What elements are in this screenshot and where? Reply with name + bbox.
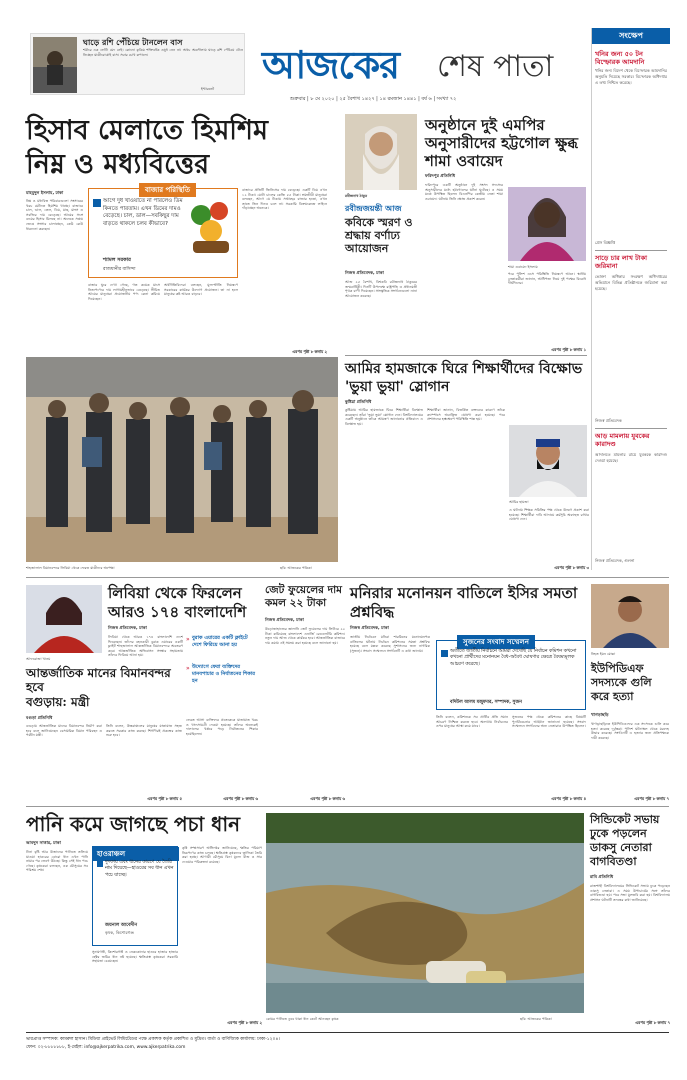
lead-text-col: বাজার ঘুরে দেখা গেছে, গত কয়েক মাসে নিত্যপণ্যের দাম লাগামহীনভাবে বেড়েছে। সীমিত আয়ের মানুষেরা প্রয়োজনীয় পণ্য কেনা কমিয়ে দিয়েছেন। <box>88 283 160 301</box>
paddy-box-quote: দুদফায় এবং ধানের কারণে যে তৈরি নাম দিয়েছে—হাওরের সব ধান এখন পচে যাচ্ছে। <box>105 860 174 878</box>
lead-photo-credit: ছবি: আজকের পত্রিকা <box>280 566 312 570</box>
market-box-title: বাজার পরিস্থিতি <box>139 183 196 197</box>
paddy-headline[interactable]: পানি কমে জাগছে পচা ধান <box>26 812 241 836</box>
minister-photo <box>26 585 102 653</box>
monira-continue[interactable]: এরপর পৃষ্ঠা ৮ কলাম ৪ <box>551 796 586 801</box>
teaser-credit: ইন্টারনেট <box>201 87 215 91</box>
market-box-author: শ্যামল সরকার <box>103 257 131 263</box>
lead-headline-1[interactable]: হিসাব মেলাতে হিমশিম <box>26 115 268 146</box>
market-box-role: রাজধানীর বাসিন্দা <box>103 267 136 272</box>
paddy-byline: আবদুস সাত্তার, ঢাকা <box>26 840 61 845</box>
hamza-byline: কুষ্টিয়া প্রতিনিধি <box>345 399 372 404</box>
lead-photo <box>26 357 338 562</box>
minister-text: বগুড়ায় আন্তর্জাতিক মানের বিমানবন্দর নির্মাণ করা হবে বলে জানিয়েছেন বেসামরিক বিমান পরিবহন ও পর্যটন মন্ত্রী। <box>26 724 102 738</box>
monira-box-quote: অতীতে জাতীয় নির্বাচনে আমরা দেখেছি যে নির্বাচন কমিশন কখনো কখনো প্রার্থীদের মনোনয়ন বৈধ-অবৈধ ঘোষণার ক্ষেত্রে বৈষম্যমূলক আচরণ করেছে। <box>450 649 577 667</box>
hamza-photo-caption: আমির হামজা <box>509 500 529 504</box>
syndicate-continue[interactable]: এরপর পৃষ্ঠা ৮ কলাম ৭ <box>635 1020 670 1025</box>
bullet-icon: » <box>186 636 190 643</box>
sidebar <box>591 28 669 570</box>
libya-headline[interactable]: লিবিয়া থেকে ফিরলেন আরও ১৭৪ বাংলাদেশি <box>108 584 247 621</box>
lead-text-col: বাজারে প্রতিটি জিনিসের দাম বেড়েছে। একটি ডিম এখন ১২ টাকা। মোটা চালের কেজি ৫৫ টাকা। শ্রমজীবী মানুষেরা বলছেন, আগে যে টাকায় সপ্তাহের বাজার হতো, এখন তাতে তিন দিনও চলে না। সরকারি বিক্রয়কেন্দ্রে লাইনে দাঁড়াচ্ছেন অনেকে। <box>242 188 327 211</box>
footer-contact: ফোন: ০২-৮৮৮৮৮৮৮, ই-মেইল: info@ajkerpatrika.com, www.ajkerpatrika.com <box>26 1045 186 1050</box>
libya-byline: নিজস্ব প্রতিবেদক, ঢাকা <box>108 625 147 630</box>
mp-photo <box>508 187 586 261</box>
teaser-photo <box>33 37 77 93</box>
jet-continue[interactable]: এরপর পৃষ্ঠা ৮ কলাম ৬ <box>310 796 345 801</box>
minister-headline-2[interactable]: বগুড়ায়: মন্ত্রী <box>26 695 90 709</box>
sidebar-item-title[interactable]: খনির জন্য ৫০ টন বিস্ফোরক আমদানি <box>595 50 645 66</box>
up-continue[interactable]: এরপর পৃষ্ঠা ৮ কলাম ৭ <box>634 796 669 801</box>
monira-headline[interactable]: মনিরার মনোনয়ন বাতিলে ইসির সমতা প্রশ্নবিদ্ধ <box>350 584 578 621</box>
logo-main: আজকের <box>262 43 400 87</box>
libya-bullet-2: উদ্যোগে ফেরা ব্যক্তিদের মানবপাচার ও নির্যাতনের শিকার হন <box>192 664 255 684</box>
monira-box-author: বদিউল আলম মজুমদার, সম্পাদক, সুজন <box>450 700 522 705</box>
sidebar-item-text: আদালতে মামলার রায়ে যুবককে কারাদণ্ড দেওয়া হয়েছে। <box>595 452 667 463</box>
section-divider <box>26 806 669 807</box>
tagore-subhead: রবীন্দ্রজয়ন্তী আজ <box>345 204 402 213</box>
jet-byline: নিজস্ব প্রতিবেদক, ঢাকা <box>265 617 304 622</box>
quote-icon <box>93 199 101 207</box>
mp-photo-caption: শামা ওবায়েদ ইসলাম <box>508 265 538 269</box>
sidebar-item-source: প্রেস বিজ্ঞপ্তি <box>595 240 616 245</box>
logo-sub: শেষ পাতা <box>437 49 554 84</box>
mp-byline: ফরিদপুর প্রতিনিধি <box>425 173 456 178</box>
lead-continue[interactable]: এরপর পৃষ্ঠা ৮ কলাম ২ <box>292 349 327 354</box>
sidebar-header: সংক্ষেপ <box>592 28 670 44</box>
lead-byline: মাহমুদুল ইসলাম, ঢাকা <box>26 190 64 195</box>
footer-text: ভারপ্রাপ্ত সম্পাদক: কামরুল হাসান। মিডিয়া প্রাইভেট লিমিটেডের পক্ষে প্রকাশক কর্তৃক প্রকাশিত ও মুদ্রিত। বার্তা ও বাণিজ্যিক কার্যালয়: ঢাকা-১২০৪। <box>26 1037 280 1042</box>
syndicate-headline[interactable]: সিন্ডিকেট সভায় ঢুকে পড়লেন ডাকসু নেতারা বাগবিতণ্ডা <box>590 813 660 868</box>
paddy-box-title: হাওরাঞ্চল <box>93 847 179 861</box>
mp-text: পরে পুলিশ এসে পরিস্থিতি নিয়ন্ত্রণে আনে। স্থানীয় নেতাকর্মীরা জানান, আধিপত্য নিয়ে দুই পক্ষের বিরোধ দীর্ঘদিনের। <box>508 272 586 286</box>
monira-text: তিনি বলেন, কমিশনকে সব প্রার্থীর প্রতি সমান আচরণ নিশ্চিত করতে হবে। অন্যথায় নির্বাচনের ওপর মানুষের আস্থা কমে যাবে। <box>436 715 508 729</box>
monira-box <box>436 640 586 710</box>
tagore-headline[interactable]: কবিকে স্মরণ ও শ্রদ্ধায় বর্ণাঢ্য আয়োজন <box>345 216 413 255</box>
minister-continue[interactable]: এরপর পৃষ্ঠা ৮ কলাম ৫ <box>147 796 182 801</box>
mp-headline[interactable]: অনুষ্ঠানে দুই এমপির অনুসারীদের হট্টগোল ক্ষুব্ধ শামা ওবায়েদ <box>425 116 578 170</box>
syndicate-byline: রাবি প্রতিনিধি <box>590 874 614 879</box>
up-byline: খাগড়াছড়ি <box>591 712 609 717</box>
hamza-headline[interactable]: আমির হামজাকে ঘিরে শিক্ষার্থীদের বিক্ষোভ 'ভুয়া ভুয়া' স্লোগান <box>345 361 583 395</box>
monira-text: জাতীয় নির্বাচনে মনিরা শারমিনের মনোনয়নপত্র বাতিলের ঘটনায় নির্বাচন কমিশনের সমতা প্রশ্নবিদ্ধ হয়েছে বলে মন্তব্য করেছে সুশাসনের জন্য নাগরিক (সুজন)। সংবাদ সম্মেলনে সংগঠনটি এ কথা জানায়। <box>350 635 430 653</box>
monira-text: সুজনের পক্ষ থেকে কমিশনের কাছে বিষয়টি পুনর্বিবেচনার আহ্বান জানানো হয়েছে। সংবাদ সম্মেলনে সংগঠনের অন্য নেতারাও উপস্থিত ছিলেন। <box>512 715 586 729</box>
sidebar-item-title[interactable]: আড় মামলায় যুবকের কারাদণ্ড <box>595 432 650 448</box>
libya-bullet-1: বুরাক এয়ারের একটি ফ্লাইটে দেশে ফিরিয়ে আনা হয় <box>192 635 248 648</box>
up-photo-caption: নিহত ইমন মোল্লা <box>591 652 616 656</box>
sidebar-item-source: নিজস্ব প্রতিবেদক, গুলনা <box>595 558 635 563</box>
tagore-byline: নিজস্ব প্রতিবেদক, ঢাকা <box>345 270 384 275</box>
paddy-caption: কোমর পানিতে ডুবে থাকা ধান কেটে আনছেন কৃষক <box>266 1017 339 1021</box>
jet-text: উড়োজাহাজের জ্বালানি জেট ফুয়েলের দাম লিটারে ২২ টাকা কমিয়েছে বাংলাদেশ এনার্জি রেগুলেটরি কমিশন। নতুন দাম আজ থেকে কার্যকর হবে। আন্তর্জাতিক বাজারে দাম কমায় এই সমন্বয় করা হয়েছে বলে জানানো হয়। <box>265 627 345 645</box>
paddy-photo <box>266 813 584 1013</box>
dateline: শুক্রবার | ৮ মে ২০২০ | ২৫ বৈশাখ ১৪২৭ | ১৪ রমজান ১৪৪১ | বর্ষ ৬ | সংখ্যা ৭২ <box>290 96 457 102</box>
mp-continue[interactable]: এরপর পৃষ্ঠা ৮ কলাম ১ <box>551 347 586 352</box>
teaser-box[interactable] <box>30 33 245 95</box>
market-box-quote: আগে দুধ খাওয়াতে না পারলেও ডিম কিনতে পারতাম। এখন ডিমের দামও বেড়েছে। চাল, ডাল—সবকিছুর দাম বাড়তে থাকলে চলব কীভাবে? <box>103 198 183 227</box>
hamza-text: কুষ্টিয়ায় আমির হামজাকে ঘিরে শিক্ষার্থীরা বিক্ষোভ করেছেন। তাঁরা 'ভুয়া ভুয়া' স্লোগান দেন। বিশ্ববিদ্যালয়ের একটি অনুষ্ঠানে তাঁকে আমন্ত্রণ জানানোর প্রতিবাদে এ বিক্ষোভ হয়। <box>345 408 423 426</box>
section-divider <box>26 577 669 578</box>
sidebar-item-text: ভোক্তা অধিকার সংরক্ষণ অধিদপ্তরের অভিযানে বিভিন্ন প্রতিষ্ঠানকে জরিমানা করা হয়েছে। <box>595 274 667 291</box>
sidebar-divider <box>595 428 667 429</box>
teaser-title: ঘাড়ে রশি পেঁচিয়ে টানলেন বাস <box>83 38 183 47</box>
lead-text-col: অর্থনীতিবিদেরা বলছেন, মূল্যস্ফীতি নিয়ন্ত্রণে সরকারের কার্যকর উদ্যোগ প্রয়োজন। তা না হলে মানুষের কষ্ট আরও বাড়বে। <box>164 283 238 297</box>
quote-icon <box>97 861 103 867</box>
bullet-icon: » <box>186 665 190 672</box>
minister-text: তিনি বলেন, উত্তরাঞ্চলের মানুষের যাতায়াত সহজ করতে সরকার কাজ করছে। শিগগিরই প্রকল্পের কাজ শুরু হবে। <box>106 724 182 738</box>
libya-bullets <box>186 635 258 715</box>
vegetables-image <box>187 197 235 257</box>
monira-byline: নিজস্ব প্রতিবেদক, ঢাকা <box>350 625 389 630</box>
tagore-text: আজ ২৫ বৈশাখ, বিশ্বকবি রবীন্দ্রনাথ ঠাকুরের জন্মবার্ষিকী। দিনটি উপলক্ষে রাষ্ট্রপতি ও প্রধানমন্ত্রী পৃথক বাণী দিয়েছেন। সাংস্কৃতিক সংগঠনগুলো নানা আয়োজন করেছে। <box>345 280 417 298</box>
paddy-text: কৃষি সম্প্রসারণ অধিদপ্তর জানিয়েছে, ক্ষতির পরিমাণ নিরূপণের কাজ চলছে। ক্ষতিগ্রস্ত কৃষকদের তালিকা তৈরি করা হচ্ছে। আগামী মৌসুমে বিনা মূল্যে বীজ ও সার দেওয়ার পরিকল্পনা রয়েছে। <box>182 846 262 864</box>
market-box <box>88 188 238 278</box>
tagore-portrait <box>345 114 417 190</box>
jet-headline[interactable]: জেট ফুয়েলের দাম কমল ২২ টাকা <box>265 584 342 609</box>
up-headline[interactable]: ইউপিডিএফ সদস্যকে গুলি করে হত্যা <box>591 662 652 703</box>
tagore-kicker: রবীন্দ্রনাথ ঠাকুর <box>345 194 368 198</box>
sidebar-divider <box>595 250 667 251</box>
paddy-photo-credit: ছবি: আজকের পত্রিকা <box>520 1017 552 1021</box>
paddy-box <box>92 846 178 946</box>
sidebar-item-title[interactable]: সাড়ে চার লাখ টাকা জরিমানা <box>595 254 648 270</box>
lead-headline-2[interactable]: নিম্ন ও মধ্যবিত্তের <box>26 149 210 180</box>
minister-byline: বগুড়া প্রতিনিধি <box>26 715 53 720</box>
up-photo <box>591 584 669 648</box>
hamza-text: এ ঘটনায় শিক্ষক সমিতির পক্ষ থেকে উদ্বেগ প্রকাশ করা হয়েছে। শিক্ষার্থীরা দাবি আদায়ে কর্মসূচি অব্যাহত রাখার ঘোষণা দেন। <box>509 508 589 522</box>
libya-continue[interactable]: এরপর পৃষ্ঠা ৮ কলাম ৬ <box>223 796 258 801</box>
paddy-box-author: জয়নাল আবেদীন <box>105 923 138 928</box>
minister-headline[interactable]: আন্তর্জাতিক মানের বিমানবন্দর হবে <box>26 666 171 694</box>
quote-icon <box>441 650 448 657</box>
hamza-photo <box>509 425 587 497</box>
mp-text: ফরিদপুরে একটি অনুষ্ঠানে দুই সংসদ সদস্যের অনুসারীদের মধ্যে হট্টগোলের ঘটনা ঘটেছে। এ সময় মঞ্চে উপস্থিত ছিলেন বিএনপির কেন্দ্রীয় নেতা শামা ওবায়েদ। ঘটনায় তিনি ক্ষোভ প্রকাশ করেন। <box>425 183 503 201</box>
paddy-text: টানা বৃষ্টি আর উজানের পানিতে তলিয়ে যাওয়া হাওরের বোরো ধান এখন পানি নামার পর জেগে উঠছে। কিন্তু সেই ধান পচে গেছে। কৃষকেরা বলছেন, এক মৌসুমের সব পরিশ্রম শেষ। <box>26 850 88 873</box>
monira-box-title: সুজনের সংবাদ সম্মেলন <box>457 635 535 649</box>
libya-text: ফেরত আসা ব্যক্তিদের প্রত্যেককে যাতায়াত খরচ ও খাদ্যসামগ্রী দেওয়া হয়েছে। তাঁদের অনেকেই দালালের খপ্পরে পড়ে নির্যাতনের শিকার হয়েছিলেন। <box>186 718 258 736</box>
syndicate-text: রাজশাহী বিশ্ববিদ্যালয়ের সিন্ডিকেট সভায় ঢুকে পড়েছেন ডাকসু নেতারা। এ সময় উপাচার্যের সঙ্গে তাঁদের বাগবিতণ্ডা হয়। পরে সভা মুলতবি করা হয়। বিশ্ববিদ্যালয় প্রশাসন ঘটনাটি তদন্তের কথা জানিয়েছে। <box>590 884 670 902</box>
lead-caption: শাহজালাল বিমানবন্দরে লিবিয়া থেকে ফেরত যাত্রীদের অপেক্ষা <box>26 566 115 570</box>
up-text: খাগড়াছড়িতে ইউপিডিএফের এক সদস্যকে গুলি করে হত্যা করেছে দুর্বৃত্তরা। পুলিশ ঘটনাস্থল থেকে মরদেহ উদ্ধার করেছে। সংগঠনটি এ হত্যার জন্য প্রতিপক্ষকে দায়ী করেছে। <box>591 722 669 740</box>
paddy-text: সুনামগঞ্জ, কিশোরগঞ্জ ও নেত্রকোনার হাওরে হাজার হাজার হেক্টর জমির ধান নষ্ট হয়েছে। ক্ষতিগ্রস্ত কৃষকেরা সরকারি সহায়তা চেয়েছেন। <box>92 950 178 964</box>
masthead-logo[interactable] <box>262 36 572 90</box>
lead-text-col: নিম্ন ও মধ্যবিত্ত পরিবারগুলো সংসারের খরচ মেটাতে হিমশিম খাচ্ছে। বাজারে চাল, ডাল, তেল, ডিম, মাছ, মাংস ও সবজির দাম বেড়েছে। আয়ের সঙ্গে ব্যয়ের হিসাব মিলছে না। অনেকে সঞ্চয় ভেঙে সংসার চালাচ্ছেন, কেউ কেউ ধারদেনা করছেন। <box>26 199 83 231</box>
hamza-continue[interactable]: এরপর পৃষ্ঠা ৮ কলাম ৩ <box>554 565 589 570</box>
sidebar-item-text: খনির জন্য বিদেশ থেকে বিস্ফোরক আমদানির অনুমতি দিয়েছে সরকার। বিস্ফোরক অধিদপ্তর এ তথ্য নিশ্চিত করেছে। <box>595 68 667 85</box>
paddy-continue[interactable]: এরপর পৃষ্ঠা ৮ কলাম ২ <box>227 1020 262 1025</box>
hamza-text: শিক্ষার্থীরা জানান, বিতর্কিত বক্তব্যের কারণে তাঁকে ক্যাম্পাসে অবাঞ্ছিত ঘোষণা করা হয়েছে। পরে প্রশাসনের হস্তক্ষেপে পরিস্থিতি শান্ত হয়। <box>427 408 505 422</box>
minister-photo-caption: আফরোজা খানম <box>26 657 51 661</box>
teaser-text: শরীরে এক ফোঁটা মেদ নেই। কোনো কৃত্রিম শক্তিবর্ধক ওষুধ নেন না। অথচ অবলীলায় ঘাড়ে রশি পেঁচিয়ে টেনে নিচ্ছেন যাত্রীবোঝাই বাস। সবার চোখ কপালে। <box>83 48 243 57</box>
paddy-box-role: কৃষক, কিশোরগঞ্জ <box>105 930 134 935</box>
section-divider <box>345 355 587 356</box>
sidebar-item-source: নিজস্ব প্রতিবেদক <box>595 418 622 423</box>
libya-text: লিবিয়া থেকে আরও ১৭৪ বাংলাদেশি দেশে ফিরেছেন। তাঁদের বহনকারী বুরাক এয়ারের একটি ফ্লাইট শাহজালাল আন্তর্জাতিক বিমানবন্দরে অবতরণ করে। আন্তর্জাতিক অভিবাসন সংস্থার সহায়তায় তাঁদের ফিরিয়ে আনা হয়। <box>108 635 183 658</box>
footer-divider <box>26 1032 669 1033</box>
